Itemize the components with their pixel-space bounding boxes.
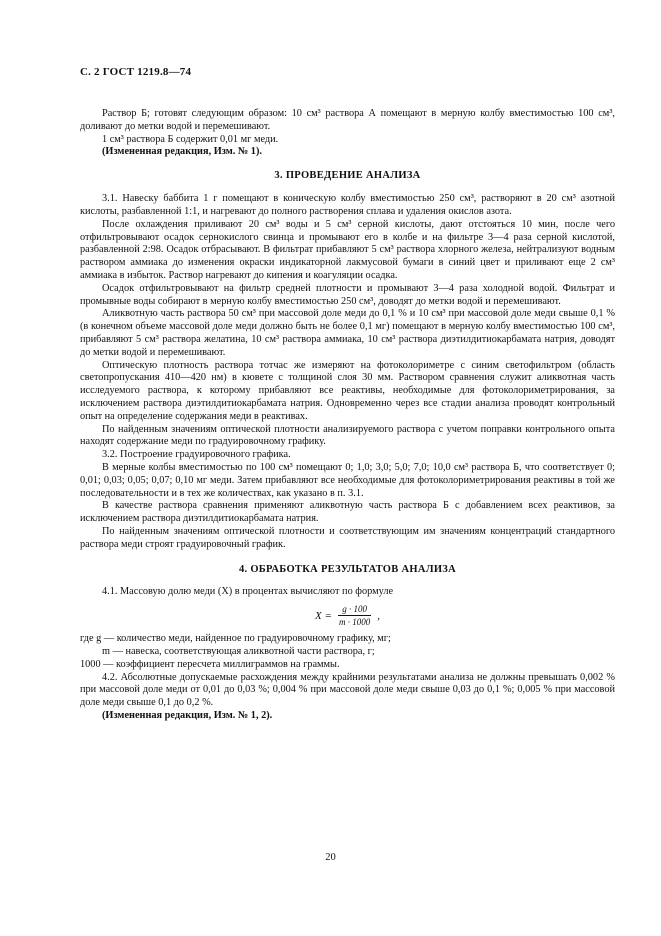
paragraph-calibration-graph: По найденным значениям оптической плотности и соответствующим им значениям концентраций стандартного раствора меди строят градуировочный график. bbox=[80, 525, 615, 550]
paragraph-flasks: В мерные колбы вместимостью по 100 см³ помещают 0; 1,0; 3,0; 5,0; 7,0; 10,0 см³ раствора Б, что соответствует 0; 0,01; 0,03; 0,05; 0,07; 0,10 мг меди. Затем прибавляют все необходимые для фотоколориметрирования реактивы в той же последовательности и в тех же количествах, как указано в п. 3.1. bbox=[80, 461, 615, 499]
paragraph-filtering: Осадок отфильтровывают на фильтр средней плотности и промывают 3—4 раза холодной водой. Фильтрат и промывные воды собирают в мерную колбу вместимостью 250 см³, доводят до метки водой и перемешивают. bbox=[80, 282, 615, 307]
formula-fraction bbox=[335, 604, 374, 627]
legend-g: где g — количество меди, найденное по градуировочному графику, мг; bbox=[80, 633, 391, 645]
paragraph-optical-density: Оптическую плотность раствора тотчас же измеряют на фотоколориметре с синим светофильтром (область светопропускания 410—420 нм) в кювете с толщиной слоя 30 мм. Раствором сравнения служит аликвотная часть исследуемого раствора, к которому прибавляют все реактивы, необходимые для фотоколориметрирования, за исключением раствора диэтилдитиокарбамата натрия. Одновременно через все стадии анализа проводят контрольный опыт на определение содержания меди в реактивах. bbox=[80, 359, 615, 422]
amendment-note-2: (Измененная редакция, Изм. № 1, 2). bbox=[102, 710, 273, 722]
paragraph-3-2: 3.2. Построение градуировочного графика. bbox=[102, 449, 291, 461]
running-header: С. 2 ГОСТ 1219.8—74 bbox=[80, 66, 192, 78]
section-3-title: 3. ПРОВЕДЕНИЕ АНАЛИЗА bbox=[274, 170, 421, 182]
paragraph-3-1: 3.1. Навеску баббита 1 г помещают в коническую колбу вместимостью 250 см³, растворяют в 20 см³ азотной кислоты, разбавленной 1:1, и нагревают до полного растворения сплава и удаления окислов азота. bbox=[80, 193, 615, 217]
paragraph-aliquot: Аликвотную часть раствора 50 см³ при массовой доле меди до 0,1 % и 10 см³ при массовой доле меди свыше 0,1 % (в конечном объеме массовой доле меди должно быть не более 0,1 мг) помещают в мерную колбу вместимостью 100 см³, прибавляют 5 см³ раствора желатина, 10 см³ раствора аммиака, 10 см³ раствора диэтилдитиокарбамата натрия, доводят до метки водой и перемешивают. bbox=[80, 308, 615, 358]
formula-legend bbox=[80, 633, 615, 671]
formula-numerator: g · 100 bbox=[338, 604, 371, 616]
formula-tail: , bbox=[377, 609, 380, 622]
page-number: 20 bbox=[325, 852, 336, 863]
paragraph-cooling: После охлаждения приливают 20 см³ воды и 5 см³ серной кислоты, дают отстояться 10 мин, после чего отфильтровывают осадок сернокислого свинца и промывают его в колбе и на фильтре 3—4 раза серной кислотой, разбавленной 2:98. Осадок отбрасывают. В фильтрат прибавляют 5 см³ раствора хлорного железа, нейтрализуют водным раствором аммиака до изменения окраски индикаторной лакмусовой бумаги в синий цвет и приливают еще 2 см³ аммиака в избыток. Раствор нагревают до кипения и коагуляции осадка. bbox=[80, 218, 615, 281]
amendment-note: (Измененная редакция, Изм. № 1). bbox=[102, 146, 262, 158]
section-4-title: 4. ОБРАБОТКА РЕЗУЛЬТАТОВ АНАЛИЗА bbox=[238, 563, 457, 575]
paragraph-reference-solution: В качестве раствора сравнения применяют аликвотную часть раствора Б с добавлением всех реактивов, за исключением раствора диэтилдитиокарбамата натрия. bbox=[80, 500, 615, 525]
formula bbox=[80, 604, 615, 627]
solution-b-content: 1 см³ раствора Б содержит 0,01 мг меди. bbox=[102, 133, 279, 145]
paragraph-copper-content: По найденным значениям оптической плотности анализируемого раствора с учетом поправки контрольного опыта находят содержание меди по градуировочному графику. bbox=[80, 423, 615, 448]
legend-m: m — навеска, соответствующая аликвотной части раствора, г; bbox=[102, 646, 375, 658]
paragraph-4-2: 4.2. Абсолютные допускаемые расхождения между крайними результатами анализа не должны превышать 0,002 % при массовой доле меди от 0,01 до 0,03 %; 0,004 % при массовой доле меди свыше 0,03 до 0,1 %; 0,005 % при массовой доле меди свыше 0,1 до 0,2 %. bbox=[80, 671, 615, 709]
paragraph-4-1: 4.1. Массовую долю меди (X) в процентах вычисляют по формуле bbox=[102, 585, 394, 597]
formula-lhs: X = bbox=[315, 609, 332, 622]
legend-1000: 1000 — коэффициент пересчета миллиграммов на граммы. bbox=[80, 658, 340, 670]
solution-b-paragraph: Раствор Б; готовят следующим образом: 10 см³ раствора А помещают в мерную колбу вместимостью 100 см³, доливают до метки водой и перемешивают. bbox=[80, 108, 615, 132]
document-page bbox=[80, 66, 615, 723]
formula-denominator: m · 1000 bbox=[338, 617, 371, 628]
